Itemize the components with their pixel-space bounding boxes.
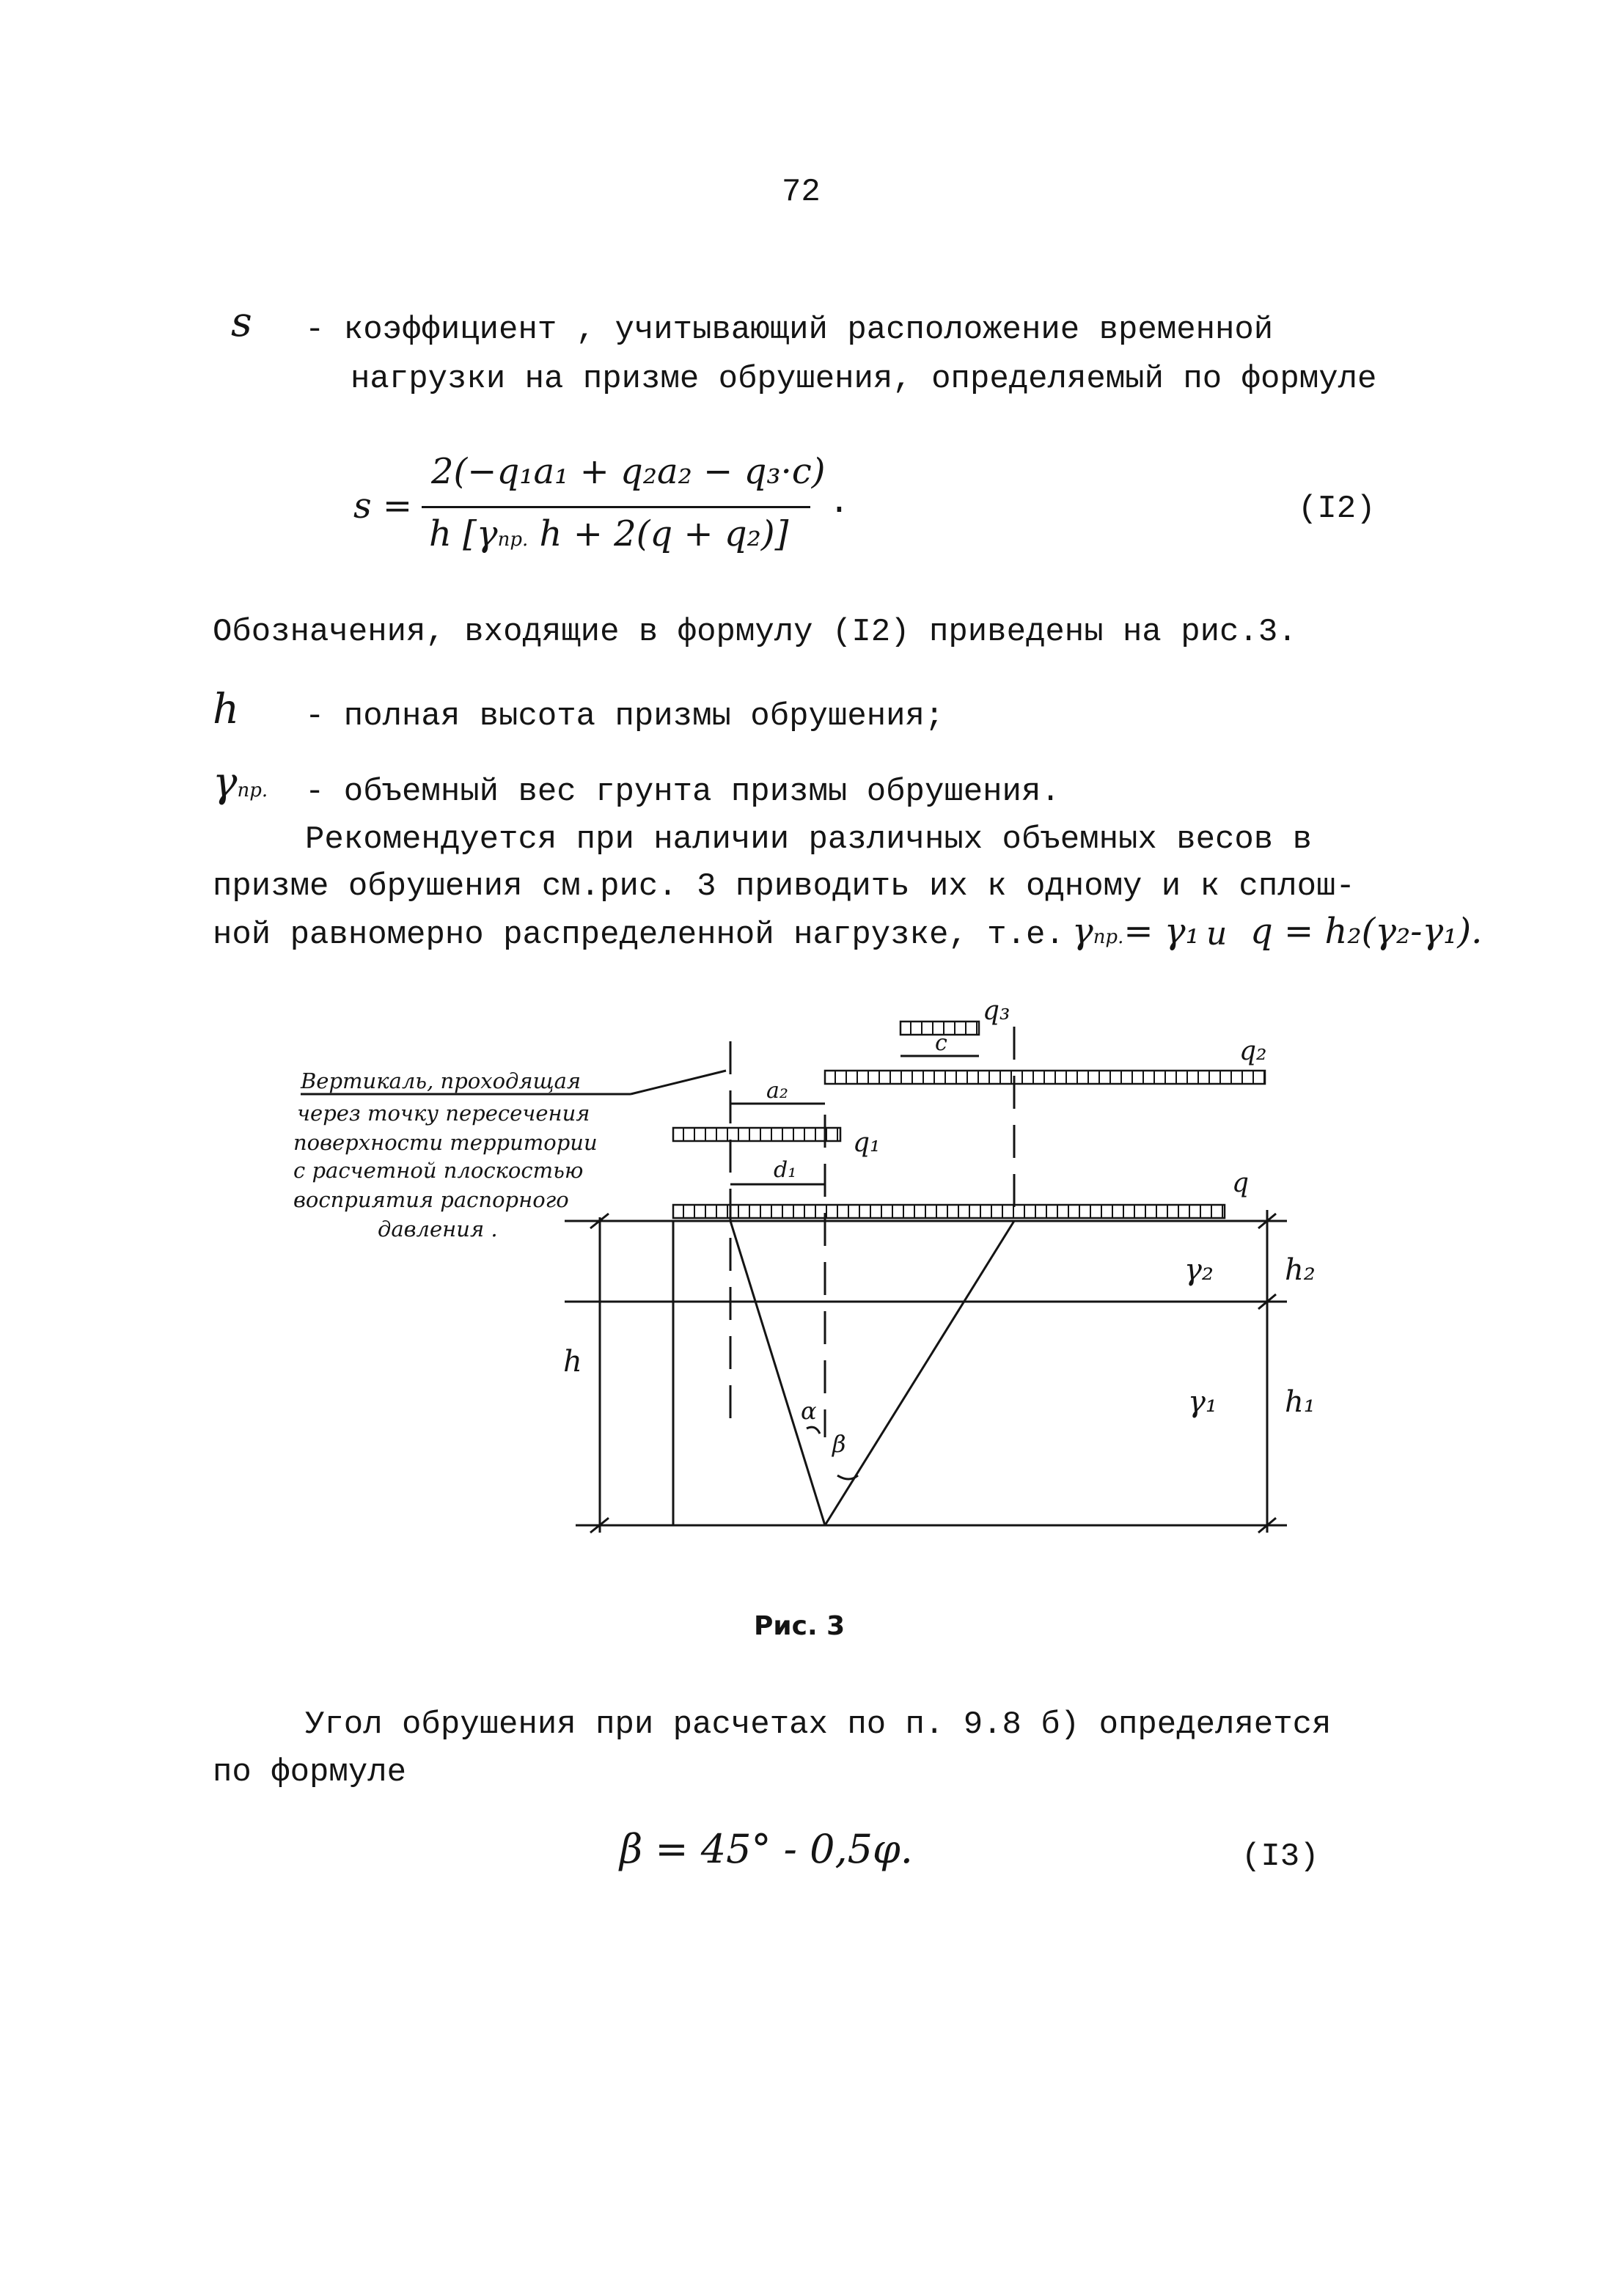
label-q: q: [1232, 1168, 1250, 1198]
formula13-expr: β = 45° - 0,5φ.: [620, 1826, 913, 1872]
label-gamma1: γ₁: [1188, 1385, 1217, 1419]
annotation-line6: давления .: [378, 1217, 498, 1241]
label-beta: β: [832, 1430, 846, 1458]
symbol-s: s: [231, 298, 252, 346]
alpha-arc: [807, 1427, 820, 1434]
annotation-line3: поверхности территории: [293, 1130, 598, 1155]
formula12-number: (I2): [1298, 491, 1376, 527]
formula12-dot: .: [829, 483, 850, 523]
formula12-lhs: s =: [353, 485, 413, 527]
label-gamma2: γ₂: [1184, 1253, 1214, 1287]
formula13-number: (I3): [1241, 1838, 1319, 1875]
load-strip-q: [673, 1205, 1225, 1218]
label-c: c: [935, 1030, 947, 1056]
angle-line1: Угол обрушения при расчетах по п. 9.8 б) определяется: [305, 1706, 1332, 1743]
expr1-gamma: γ: [1072, 911, 1093, 952]
expr1-sub: пр.: [1093, 926, 1124, 948]
def-gamma-text: - объемный вес грунта призмы обрушения.: [305, 774, 1060, 810]
label-h1: h₁: [1285, 1385, 1316, 1419]
def-s-line1: - коэффициент , учитывающий расположение временной: [305, 312, 1274, 348]
annotation-line1: Вертикаль, проходящая: [301, 1068, 582, 1093]
paragraph-conj: и: [1206, 915, 1228, 953]
prism-line-left: [730, 1221, 825, 1525]
label-q2: q₂: [1239, 1036, 1267, 1066]
denominator-part2: h + 2(q + q₂)]: [539, 513, 789, 554]
expr1-rest: = γ₁: [1123, 911, 1200, 952]
notation-line: Обозначения, входящие в формулу (I2) приведены на рис.3.: [213, 614, 1297, 650]
paragraph-line1: Рекомендуется при наличии различных объемных весов в: [305, 821, 1313, 858]
label-a2: a₂: [766, 1078, 788, 1104]
paragraph-expr2: q = h₂(γ₂-γ₁).: [1250, 911, 1483, 952]
formula12-numerator: 2(−q₁a₁ + q₂a₂ − q₃·c): [431, 451, 826, 492]
figure-caption: Рис. 3: [754, 1611, 845, 1641]
annotation-line5: восприятия распорного: [293, 1187, 569, 1212]
label-h2: h₂: [1285, 1253, 1316, 1287]
gamma-sub: пр.: [237, 780, 268, 802]
denominator-sub: пр.: [497, 529, 529, 551]
annotation-line4: с расчетной плоскостью: [293, 1158, 584, 1183]
paragraph-line2: призме обрушения см.рис. 3 приводить их к одному и к сплош-: [213, 868, 1355, 905]
label-q1: q₁: [853, 1128, 881, 1158]
page-number: 72: [782, 174, 821, 210]
label-d1: d₁: [774, 1157, 797, 1183]
label-h: h: [563, 1345, 582, 1379]
annotation-leader: [631, 1071, 726, 1094]
label-q3: q₃: [983, 996, 1010, 1026]
label-alpha: α: [801, 1397, 817, 1425]
gamma-char: γ: [213, 759, 238, 807]
def-s-line2: нагрузки на призме обрушения, определяемый по формуле: [351, 361, 1377, 397]
symbol-h: h: [213, 686, 240, 733]
def-h-text: - полная высота призмы обрушения;: [305, 698, 944, 735]
annotation-line2: через точку пересечения: [297, 1101, 590, 1126]
paragraph-line3: ной равномерно распределенной нагрузке, т.е.: [213, 917, 1065, 953]
prism-line-right: [825, 1221, 1014, 1525]
angle-line2: по формуле: [213, 1754, 407, 1791]
denominator-part1: h [γ: [429, 513, 498, 554]
